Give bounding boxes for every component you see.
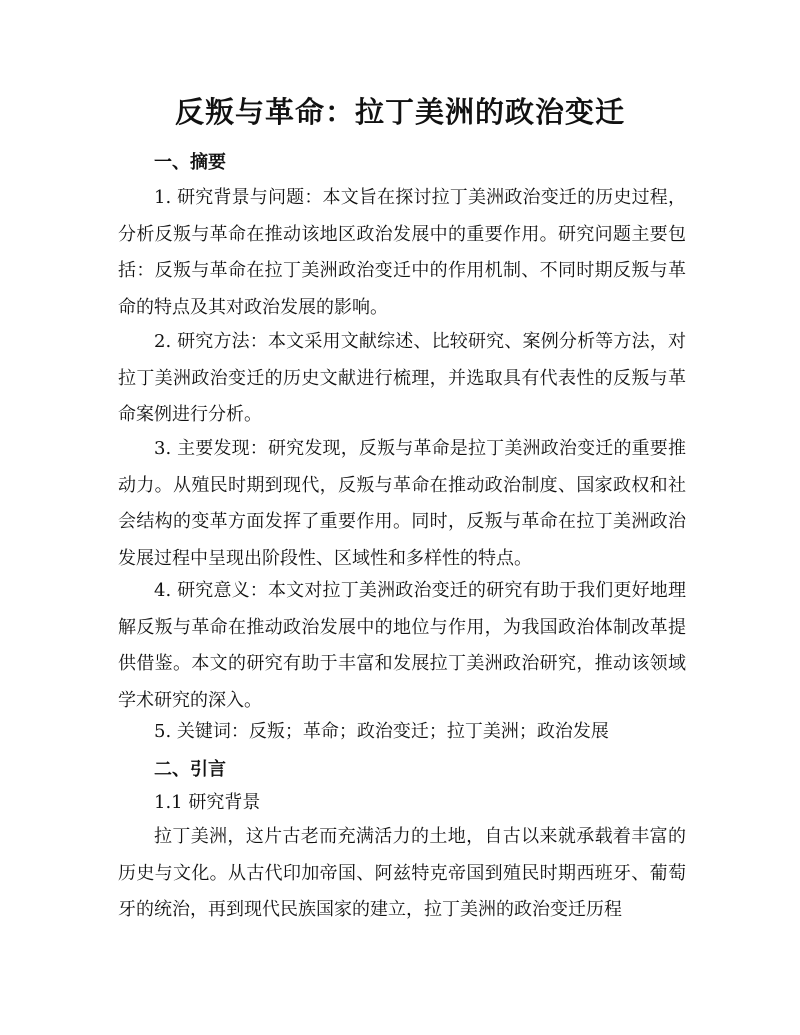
abstract-paragraph-3: 3. 主要发现：研究发现，反叛与革命是拉丁美洲政治变迁的重要推动力。从殖民时期到现代，反叛与革命在推动政治制度、国家政权和社会结构的变革方面发挥了重要作用。同时，反叛与革命在拉丁美洲政治发展过程中呈现出阶段性、区域性和多样性的特点。 [118,438,686,569]
section-heading-introduction: 二、引言 [154,759,226,780]
abstract-paragraph-1: 1. 研究背景与问题：本文旨在探讨拉丁美洲政治变迁的历史过程，分析反叛与革命在推动该地区政治发展中的重要作用。研究问题主要包括：反叛与革命在拉丁美洲政治变迁中的作用机制、不同时期反叛与革命的特点及其对政治发展的影响。 [118,187,686,318]
abstract-paragraph-2: 2. 研究方法：本文采用文献综述、比较研究、案例分析等方法，对拉丁美洲政治变迁的历史文献进行梳理，并选取具有代表性的反叛与革命案例进行分析。 [118,331,686,425]
document-title: 反叛与革命：拉丁美洲的政治变迁 [174,95,625,129]
section-heading-abstract: 一、摘要 [154,152,226,173]
abstract-keywords: 5. 关键词：反叛；革命；政治变迁；拉丁美洲；政治发展 [154,721,609,742]
introduction-paragraph-1: 拉丁美洲，这片古老而充满活力的土地，自古以来就承载着丰富的历史与文化。从古代印加帝国、阿兹特克帝国到殖民时期西班牙、葡萄牙的统治，再到现代民族国家的建立，拉丁美洲的政治变迁历程 [118,826,686,920]
abstract-paragraph-4: 4. 研究意义：本文对拉丁美洲政治变迁的研究有助于我们更好地理解反叛与革命在推动政治发展中的地位与作用，为我国政治体制改革提供借鉴。本文的研究有助于丰富和发展拉丁美洲政治研究，推动该领域学术研究的深入。 [118,580,686,711]
subsection-heading-background: 1.1 研究背景 [154,792,261,813]
